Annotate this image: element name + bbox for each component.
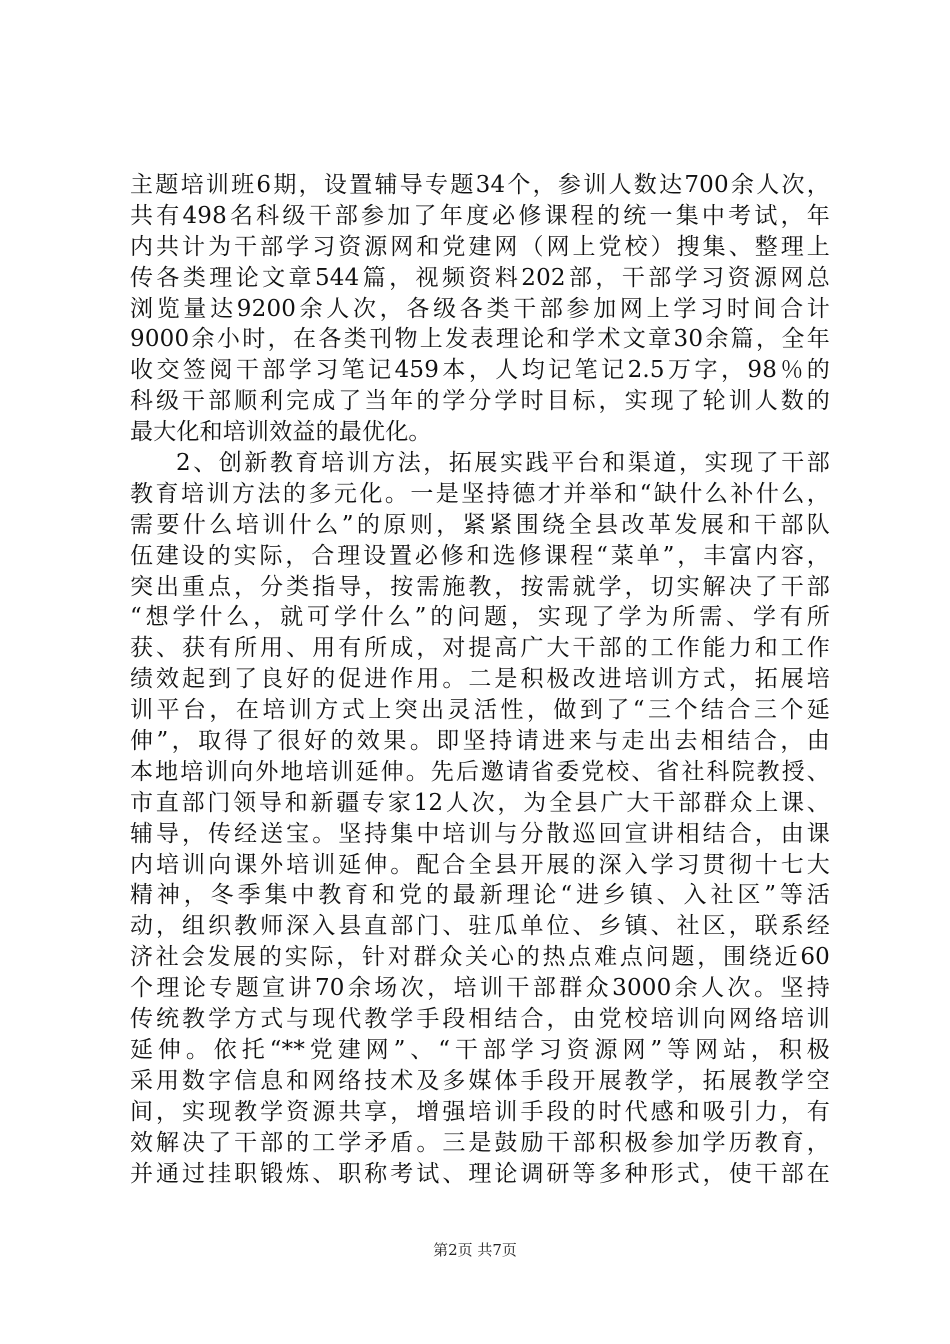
text-line: 动，组织教师深入县直部门、驻瓜单位、乡镇、社区，联系经 <box>130 913 830 940</box>
text-line: 辅导，传经送宝。坚持集中培训与分散巡回宣讲相结合，由课 <box>130 820 830 847</box>
text-line: 效解决了干部的工学矛盾。三是鼓励干部积极参加学历教育， <box>130 1129 830 1156</box>
text-line: 内共计为干部学习资源网和党建网（网上党校）搜集、整理上 <box>130 233 830 260</box>
text-line: 最大化和培训效益的最优化。 <box>130 419 432 446</box>
text-line: 教育培训方法的多元化。一是坚持德才并举和“缺什么补什么， <box>130 480 830 507</box>
text-line: 本地培训向外地培训延伸。先后邀请省委党校、省社科院教授、 <box>130 758 830 785</box>
text-line: 个理论专题宣讲70余场次，培训干部群众3000余人次。坚持 <box>130 975 830 1002</box>
text-line: 获、获有所用、用有所成，对提高广大干部的工作能力和工作 <box>130 635 830 662</box>
text-line: 收交签阅干部学习笔记459本，人均记笔记2.5万字，98％的 <box>130 357 830 384</box>
text-line: 市直部门领导和新疆专家12人次，为全县广大干部群众上课、 <box>130 789 830 816</box>
text-line: 科级干部顺利完成了当年的学分学时目标，实现了轮训人数的 <box>130 388 830 415</box>
text-line: 伸”，取得了很好的效果。即坚持请进来与走出去相结合，由 <box>130 728 830 755</box>
page-footer: 第2页 共7页 <box>433 1241 517 1259</box>
text-line: 伍建设的实际，合理设置必修和选修课程“菜单”，丰富内容， <box>130 542 830 569</box>
text-line: 精神，冬季集中教育和党的最新理论“进乡镇、入社区”等活 <box>130 882 830 909</box>
text-line: 并通过挂职锻炼、职称考试、理论调研等多种形式，使干部在 <box>130 1160 830 1187</box>
text-line: 浏览量达9200余人次，各级各类干部参加网上学习时间合计 <box>130 295 830 322</box>
text-line: 共有498名科级干部参加了年度必修课程的统一集中考试，年 <box>130 202 830 229</box>
text-line: “想学什么，就可学什么”的问题，实现了学为所需、学有所 <box>130 604 830 631</box>
document-body <box>130 170 830 1189</box>
paragraph-1 <box>130 170 830 448</box>
text-line: 9000余小时，在各类刊物上发表理论和学术文章30余篇，全年 <box>130 326 830 353</box>
paragraph-2 <box>130 448 830 1189</box>
text-line: 训平台，在培训方式上突出灵活性，做到了“三个结合三个延 <box>130 697 830 724</box>
text-line: 采用数字信息和网络技术及多媒体手段开展教学，拓展教学空 <box>130 1067 830 1094</box>
text-line: 突出重点，分类指导，按需施教，按需就学，切实解决了干部 <box>130 573 830 600</box>
text-line: 内培训向课外培训延伸。配合全县开展的深入学习贯彻十七大 <box>130 851 830 878</box>
text-line: 2、创新教育培训方法，拓展实践平台和渠道，实现了干部 <box>176 450 830 477</box>
text-line: 绩效起到了良好的促进作用。二是积极改进培训方式，拓展培 <box>130 666 830 693</box>
text-line: 传统教学方式与现代教学手段相结合，由党校培训向网络培训 <box>130 1006 830 1033</box>
text-line: 传各类理论文章544篇，视频资料202部，干部学习资源网总 <box>130 264 830 291</box>
text-line: 间，实现教学资源共享，增强培训手段的时代感和吸引力，有 <box>130 1098 830 1125</box>
text-line: 济社会发展的实际，针对群众关心的热点难点问题，围绕近60 <box>130 944 830 971</box>
text-line: 需要什么培训什么”的原则，紧紧围绕全县改革发展和干部队 <box>130 511 830 538</box>
text-line: 主题培训班6期，设置辅导专题34个，参训人数达700余人次， <box>130 172 830 198</box>
text-line: 延伸。依托“**党建网”、“干部学习资源网”等网站，积极 <box>130 1036 830 1063</box>
